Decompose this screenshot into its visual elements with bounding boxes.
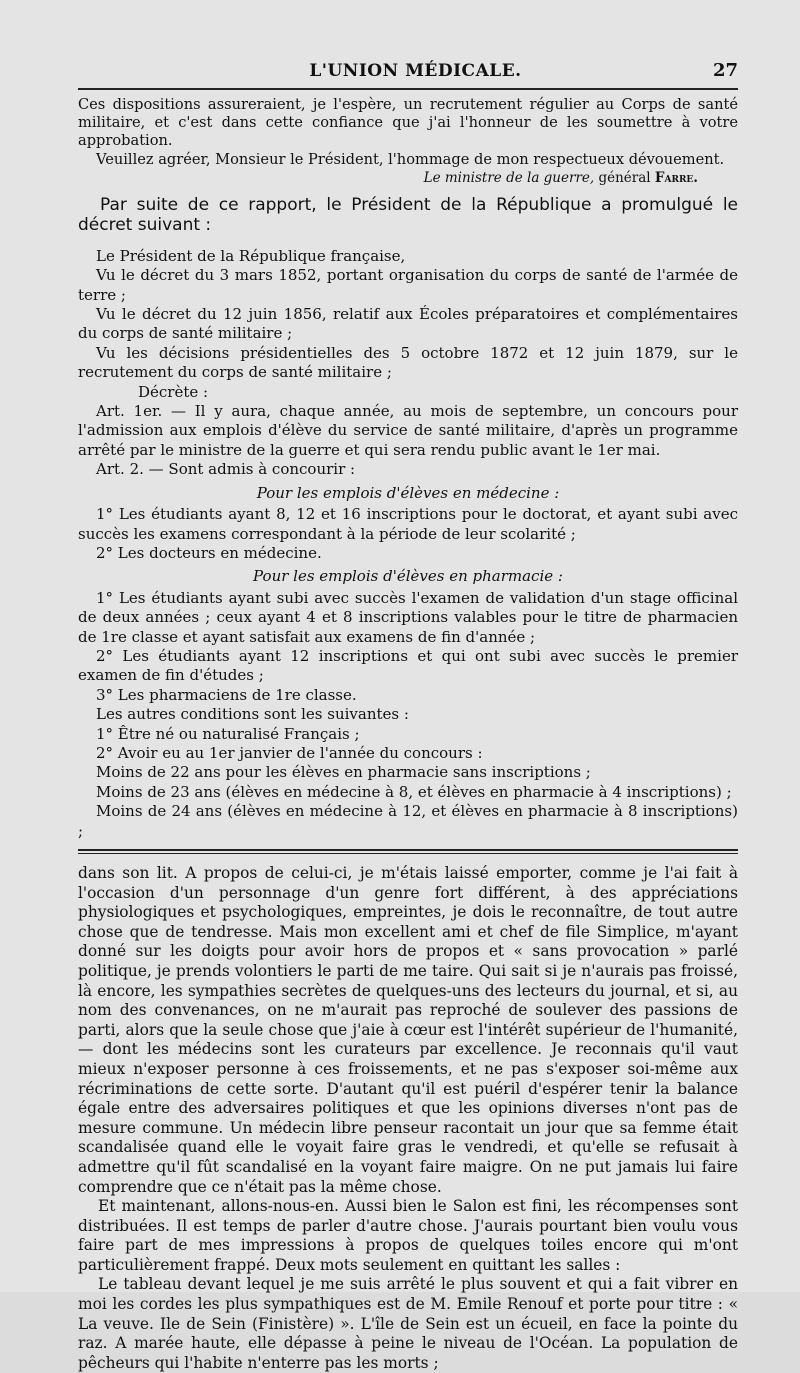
decree-line: Vu les décisions présidentielles des 5 octobre 1872 et 12 juin 1879, sur le recrutement du corps de santé militaire ; [78, 343, 738, 382]
running-header [78, 50, 738, 86]
header-rule [78, 88, 738, 90]
other-conditions: Les autres conditions sont les suivantes : [96, 705, 409, 724]
condition-item: 2° Avoir eu au 1er janvier de l'année du concours : [96, 743, 483, 762]
signature-name: Farre. [654, 169, 698, 186]
medicine-condition: 2° Les docteurs en médecine. [96, 543, 322, 562]
pharmacy-condition: 2° Les étudiants ayant 12 inscriptions et qui ont subi avec succès le premier examen de fin d'études ; [78, 646, 738, 685]
decree-article-2: Art. 2. — Sont admis à concourir : [96, 460, 356, 479]
pharmacy-condition: 1° Les étudiants ayant subi avec succès l'examen de validation d'un stage officinal de deux années ; ceux ayant 4 et 8 inscriptions valables pour le titre de pharmacien de 1re classe et ayant satisfait aux examens de fin d'année ; [78, 588, 738, 646]
condition-item: Moins de 22 ans pour les élèves en pharmacie sans inscriptions ; [96, 763, 591, 782]
report-paragraph: Ces dispositions assureraient, je l'espère, un recrutement régulier au Corps de santé militaire, et c'est dans cette confiance que j'ai l'honneur de les soumettre à votre approbation. [78, 96, 738, 150]
condition-item: Moins de 23 ans (élèves en médecine à 8, et élèves en pharmacie à 4 inscriptions) ; [96, 782, 732, 801]
condition-item: 1° Être né ou naturalisé Français ; [96, 724, 360, 743]
signature-title: Le ministre de la guerre, [423, 169, 595, 186]
report-closing: Veuillez agréer, Monsieur le Président, l'hommage de mon respectueux dévouement. [96, 150, 725, 168]
decree-decrete: Décrète : [138, 382, 209, 401]
condition-item: Moins de 24 ans (élèves en médecine à 12, et élèves en pharmacie à 8 inscriptions) ; [78, 802, 738, 840]
signature [78, 169, 738, 187]
feuilleton-paragraph: Et maintenant, allons-nous-en. Aussi bien le Salon est fini, les récompenses sont distribuées. Il est temps de parler d'autre chose. J'aurais pourtant bien voulu vous faire part de mes impressions à propos de quelques toiles encore qui m'ont particulièrement frappé. Deux mots seulement en quittant les salles : [78, 1197, 738, 1274]
page-content [78, 50, 738, 1373]
subheading-medicine: Pour les emplois d'élèves en médecine : [256, 483, 560, 502]
decree-article-1: Art. 1er. — Il y aura, chaque année, au mois de septembre, un concours pour l'admission aux emplois d'élève du service de santé militaire, d'après un programme arrêté par le ministre de la guerre et qui sera rendu public avant le 1er mai. [78, 402, 738, 459]
page-number: 27 [712, 60, 738, 81]
decree-line: Le Président de la République française, [96, 246, 406, 265]
signature-rank: général [594, 169, 655, 186]
report-conclusion [78, 96, 738, 169]
feuilleton-paragraph: dans son lit. A propos de celui-ci, je m'étais laissé emporter, comme je l'ai fait à l'occasion d'un personnage d'un genre fort différent, à des appréciations physiologiques et psychologiques, empreintes, je dois le reconnaître, de tout autre chose que de tendresse. Mais mon excellent ami et chef de file Simplice, m'ayant donné sur les doigts pour avoir hors de propos et « sans provocation » parlé politique, je prends volontiers le parti de me taire. Qui sait si je n'aurais pas froissé, là encore, les sympathies secrètes de quelques-uns des lecteurs du journal, et si, au nom des convenances, on ne m'aurait pas reproché de soulever des passions de parti, alors que la seule chose que j'aie à cœur est l'intérêt supérieur de l'humanité, — dont les médecins sont les curateurs par excellence. Je reconnais qu'il vaut mieux n'exposer personne à ces froissements, et ne pas s'exposer soi-même aux récriminations de cette sorte. D'autant qu'il est puéril d'espérer tenir la balance égale entre des adversaires politiques et que les opinions diverses n'ont pas de mesure commune. Un médecin libre penseur racontait un jour que sa femme était scandalisée quand elle le voyait faire gras le vendredi, et qu'elle se refusait à admettre qu'il fût scandalisé en la voyant faire maigre. On ne put jamais lui faire comprendre que ce n'était pas la même chose. [78, 864, 738, 1196]
decree-line: Vu le décret du 12 juin 1856, relatif aux Écoles préparatoires et complémentaires du corps de santé militaire ; [78, 305, 738, 343]
journal-title: L'UNION MÉDICALE. [309, 61, 522, 81]
medicine-condition: 1° Les étudiants ayant 8, 12 et 16 inscriptions pour le doctorat, et ayant subi avec succès les examens correspondant à la période de leur scolarité ; [78, 505, 738, 543]
decree-intro: Par suite de ce rapport, le Président de la République a promulgué le décret suivant : [78, 194, 738, 235]
feuilleton-separator [78, 849, 738, 854]
decree-text [78, 247, 738, 841]
feuilleton-text [78, 864, 738, 1373]
pharmacy-condition: 3° Les pharmaciens de 1re classe. [96, 685, 357, 704]
decree-line: Vu le décret du 3 mars 1852, portant organisation du corps de santé de l'armée de terre ; [78, 266, 738, 304]
subheading-pharmacy: Pour les emplois d'élèves en pharmacie : [253, 567, 563, 586]
feuilleton-paragraph: Le tableau devant lequel je me suis arrêté le plus souvent et qui a fait vibrer en moi les cordes les plus sympathiques est de M. Emile Renouf et porte pour titre : « La veuve. Ile de Sein (Finistère) ». L'île de Sein est un écueil, en face la pointe du raz. A marée haute, elle dépasse à peine le niveau de l'Océan. La population de pêcheurs qui l'habite n'enterre pas les morts ; [78, 1275, 738, 1372]
